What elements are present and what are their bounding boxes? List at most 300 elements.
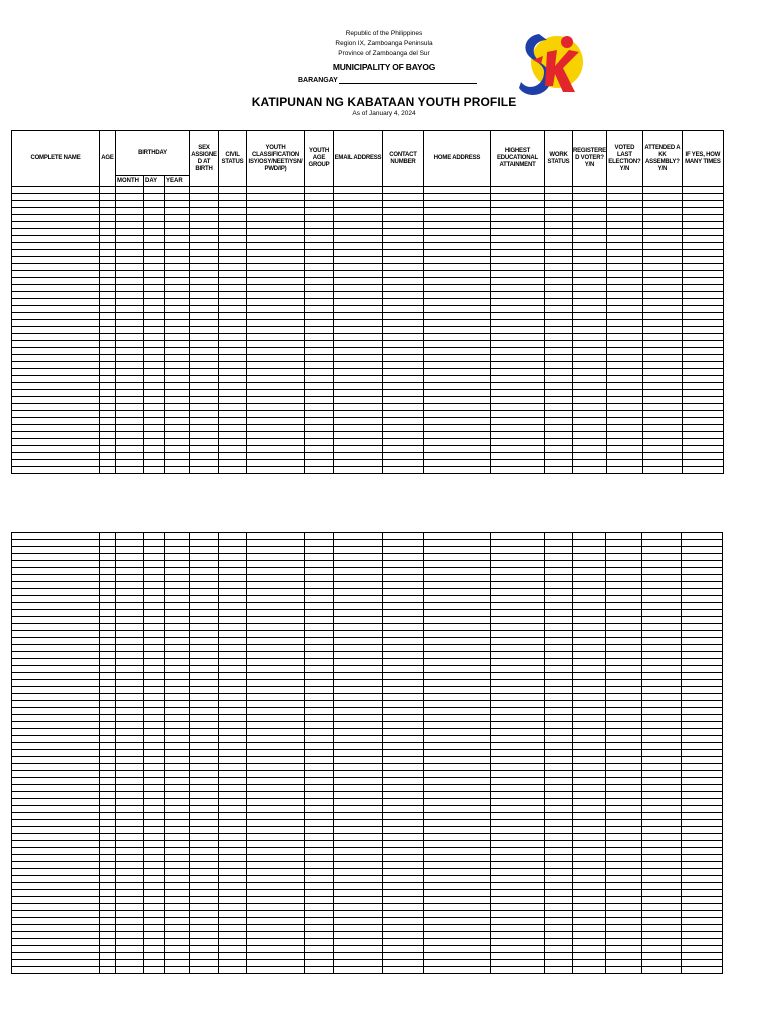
table-cell[interactable]	[545, 673, 573, 680]
table-cell[interactable]	[606, 617, 642, 624]
table-cell[interactable]	[12, 229, 100, 236]
table-cell[interactable]	[424, 208, 491, 215]
table-cell[interactable]	[165, 561, 190, 568]
table-cell[interactable]	[334, 785, 383, 792]
table-cell[interactable]	[383, 299, 424, 306]
table-cell[interactable]	[144, 876, 165, 883]
table-cell[interactable]	[383, 694, 424, 701]
table-cell[interactable]	[642, 313, 682, 320]
table-cell[interactable]	[247, 376, 305, 383]
table-cell[interactable]	[383, 610, 424, 617]
table-cell[interactable]	[190, 876, 219, 883]
table-cell[interactable]	[573, 467, 607, 474]
table-cell[interactable]	[165, 446, 190, 453]
table-cell[interactable]	[642, 673, 682, 680]
table-cell[interactable]	[383, 715, 424, 722]
table-cell[interactable]	[424, 848, 491, 855]
table-cell[interactable]	[682, 547, 723, 554]
table-cell[interactable]	[573, 631, 606, 638]
table-cell[interactable]	[100, 383, 116, 390]
table-cell[interactable]	[305, 939, 334, 946]
table-cell[interactable]	[334, 285, 383, 292]
table-cell[interactable]	[144, 383, 165, 390]
table-cell[interactable]	[334, 897, 383, 904]
table-cell[interactable]	[334, 687, 383, 694]
table-cell[interactable]	[144, 575, 165, 582]
table-cell[interactable]	[606, 631, 642, 638]
table-cell[interactable]	[144, 792, 165, 799]
table-cell[interactable]	[247, 883, 305, 890]
table-cell[interactable]	[247, 876, 305, 883]
table-cell[interactable]	[219, 582, 247, 589]
table-cell[interactable]	[305, 603, 334, 610]
table-cell[interactable]	[573, 624, 606, 631]
table-cell[interactable]	[116, 638, 144, 645]
table-cell[interactable]	[606, 638, 642, 645]
table-cell[interactable]	[682, 715, 723, 722]
table-cell[interactable]	[12, 575, 100, 582]
table-cell[interactable]	[383, 264, 424, 271]
table-cell[interactable]	[219, 201, 247, 208]
table-cell[interactable]	[682, 743, 723, 750]
table-cell[interactable]	[491, 771, 545, 778]
table-cell[interactable]	[383, 467, 424, 474]
table-cell[interactable]	[144, 673, 165, 680]
table-cell[interactable]	[424, 855, 491, 862]
table-cell[interactable]	[642, 596, 682, 603]
table-cell[interactable]	[424, 568, 491, 575]
table-cell[interactable]	[219, 439, 247, 446]
table-cell[interactable]	[383, 215, 424, 222]
table-cell[interactable]	[247, 320, 305, 327]
table-cell[interactable]	[116, 904, 144, 911]
table-cell[interactable]	[642, 708, 682, 715]
table-cell[interactable]	[305, 348, 334, 355]
table-cell[interactable]	[334, 264, 383, 271]
table-cell[interactable]	[100, 652, 116, 659]
table-cell[interactable]	[12, 582, 100, 589]
table-cell[interactable]	[12, 631, 100, 638]
table-cell[interactable]	[100, 820, 116, 827]
table-cell[interactable]	[144, 771, 165, 778]
table-cell[interactable]	[305, 292, 334, 299]
table-cell[interactable]	[383, 194, 424, 201]
table-cell[interactable]	[100, 236, 116, 243]
table-cell[interactable]	[247, 383, 305, 390]
table-cell[interactable]	[573, 967, 606, 974]
table-cell[interactable]	[144, 561, 165, 568]
table-cell[interactable]	[144, 292, 165, 299]
table-cell[interactable]	[116, 540, 144, 547]
table-cell[interactable]	[190, 722, 219, 729]
table-cell[interactable]	[573, 404, 607, 411]
table-cell[interactable]	[606, 467, 642, 474]
table-cell[interactable]	[165, 778, 190, 785]
table-cell[interactable]	[190, 390, 219, 397]
table-cell[interactable]	[642, 729, 682, 736]
table-cell[interactable]	[247, 911, 305, 918]
table-cell[interactable]	[219, 757, 247, 764]
table-cell[interactable]	[116, 673, 144, 680]
table-cell[interactable]	[12, 715, 100, 722]
table-cell[interactable]	[491, 540, 545, 547]
table-cell[interactable]	[165, 257, 190, 264]
table-cell[interactable]	[165, 425, 190, 432]
table-cell[interactable]	[190, 960, 219, 967]
table-cell[interactable]	[424, 320, 491, 327]
table-cell[interactable]	[165, 362, 190, 369]
table-cell[interactable]	[606, 827, 642, 834]
table-cell[interactable]	[247, 432, 305, 439]
table-cell[interactable]	[100, 554, 116, 561]
table-cell[interactable]	[642, 715, 682, 722]
table-cell[interactable]	[642, 355, 682, 362]
table-cell[interactable]	[247, 341, 305, 348]
table-cell[interactable]	[573, 355, 607, 362]
table-cell[interactable]	[247, 187, 305, 194]
table-cell[interactable]	[144, 257, 165, 264]
table-cell[interactable]	[219, 911, 247, 918]
table-cell[interactable]	[424, 960, 491, 967]
table-cell[interactable]	[424, 806, 491, 813]
table-cell[interactable]	[334, 390, 383, 397]
table-cell[interactable]	[100, 792, 116, 799]
table-cell[interactable]	[606, 890, 642, 897]
table-cell[interactable]	[642, 827, 682, 834]
table-cell[interactable]	[682, 306, 723, 313]
table-cell[interactable]	[682, 561, 723, 568]
table-cell[interactable]	[247, 932, 305, 939]
barangay-blank-line[interactable]	[339, 75, 477, 84]
table-cell[interactable]	[305, 229, 334, 236]
table-cell[interactable]	[219, 554, 247, 561]
table-cell[interactable]	[491, 687, 545, 694]
table-cell[interactable]	[165, 918, 190, 925]
table-cell[interactable]	[545, 327, 573, 334]
table-cell[interactable]	[491, 236, 545, 243]
table-cell[interactable]	[165, 701, 190, 708]
table-cell[interactable]	[247, 701, 305, 708]
table-cell[interactable]	[305, 257, 334, 264]
table-cell[interactable]	[190, 750, 219, 757]
table-cell[interactable]	[305, 453, 334, 460]
table-cell[interactable]	[545, 687, 573, 694]
table-cell[interactable]	[573, 397, 607, 404]
table-cell[interactable]	[642, 383, 682, 390]
table-cell[interactable]	[144, 327, 165, 334]
table-cell[interactable]	[545, 467, 573, 474]
table-cell[interactable]	[545, 771, 573, 778]
table-cell[interactable]	[573, 334, 607, 341]
table-cell[interactable]	[682, 687, 723, 694]
table-cell[interactable]	[642, 285, 682, 292]
table-cell[interactable]	[165, 813, 190, 820]
table-cell[interactable]	[573, 453, 607, 460]
table-cell[interactable]	[144, 271, 165, 278]
table-cell[interactable]	[606, 411, 642, 418]
table-cell[interactable]	[334, 271, 383, 278]
table-cell[interactable]	[606, 659, 642, 666]
table-cell[interactable]	[100, 645, 116, 652]
table-cell[interactable]	[491, 631, 545, 638]
table-cell[interactable]	[642, 750, 682, 757]
table-cell[interactable]	[144, 841, 165, 848]
table-cell[interactable]	[100, 201, 116, 208]
table-cell[interactable]	[334, 257, 383, 264]
table-cell[interactable]	[682, 869, 723, 876]
table-cell[interactable]	[606, 925, 642, 932]
table-cell[interactable]	[165, 299, 190, 306]
table-cell[interactable]	[424, 271, 491, 278]
table-cell[interactable]	[116, 610, 144, 617]
table-cell[interactable]	[334, 446, 383, 453]
table-cell[interactable]	[334, 299, 383, 306]
table-cell[interactable]	[682, 792, 723, 799]
table-cell[interactable]	[12, 201, 100, 208]
table-cell[interactable]	[606, 533, 642, 540]
table-cell[interactable]	[424, 701, 491, 708]
table-cell[interactable]	[305, 236, 334, 243]
table-cell[interactable]	[682, 236, 723, 243]
table-cell[interactable]	[573, 694, 606, 701]
table-cell[interactable]	[116, 680, 144, 687]
table-cell[interactable]	[545, 918, 573, 925]
table-cell[interactable]	[573, 855, 606, 862]
table-cell[interactable]	[144, 540, 165, 547]
table-cell[interactable]	[491, 596, 545, 603]
table-cell[interactable]	[573, 229, 607, 236]
table-cell[interactable]	[491, 334, 545, 341]
table-cell[interactable]	[165, 673, 190, 680]
table-cell[interactable]	[219, 792, 247, 799]
table-cell[interactable]	[116, 890, 144, 897]
table-cell[interactable]	[424, 715, 491, 722]
table-cell[interactable]	[305, 736, 334, 743]
table-cell[interactable]	[247, 757, 305, 764]
table-cell[interactable]	[305, 222, 334, 229]
table-cell[interactable]	[491, 680, 545, 687]
table-cell[interactable]	[12, 554, 100, 561]
table-cell[interactable]	[219, 568, 247, 575]
table-cell[interactable]	[424, 453, 491, 460]
table-cell[interactable]	[424, 250, 491, 257]
table-cell[interactable]	[247, 229, 305, 236]
table-cell[interactable]	[545, 292, 573, 299]
table-cell[interactable]	[219, 904, 247, 911]
table-cell[interactable]	[491, 215, 545, 222]
table-cell[interactable]	[116, 355, 144, 362]
table-cell[interactable]	[682, 631, 723, 638]
table-cell[interactable]	[12, 624, 100, 631]
table-cell[interactable]	[219, 834, 247, 841]
table-cell[interactable]	[116, 285, 144, 292]
table-cell[interactable]	[165, 638, 190, 645]
table-cell[interactable]	[247, 285, 305, 292]
table-cell[interactable]	[383, 778, 424, 785]
table-cell[interactable]	[190, 953, 219, 960]
table-cell[interactable]	[606, 341, 642, 348]
table-cell[interactable]	[305, 694, 334, 701]
table-cell[interactable]	[545, 876, 573, 883]
table-cell[interactable]	[573, 841, 606, 848]
table-cell[interactable]	[12, 694, 100, 701]
table-cell[interactable]	[545, 439, 573, 446]
table-cell[interactable]	[606, 757, 642, 764]
table-cell[interactable]	[424, 439, 491, 446]
table-cell[interactable]	[305, 439, 334, 446]
table-cell[interactable]	[100, 897, 116, 904]
table-cell[interactable]	[305, 554, 334, 561]
table-cell[interactable]	[682, 799, 723, 806]
table-cell[interactable]	[190, 694, 219, 701]
table-cell[interactable]	[247, 673, 305, 680]
table-cell[interactable]	[424, 827, 491, 834]
table-cell[interactable]	[334, 869, 383, 876]
table-cell[interactable]	[247, 271, 305, 278]
table-cell[interactable]	[116, 313, 144, 320]
table-cell[interactable]	[334, 341, 383, 348]
table-cell[interactable]	[247, 236, 305, 243]
table-cell[interactable]	[424, 743, 491, 750]
table-cell[interactable]	[642, 446, 682, 453]
table-cell[interactable]	[100, 432, 116, 439]
table-cell[interactable]	[491, 897, 545, 904]
table-cell[interactable]	[573, 561, 606, 568]
table-cell[interactable]	[334, 722, 383, 729]
table-cell[interactable]	[247, 834, 305, 841]
table-cell[interactable]	[100, 411, 116, 418]
table-cell[interactable]	[573, 617, 606, 624]
table-cell[interactable]	[334, 194, 383, 201]
table-cell[interactable]	[424, 666, 491, 673]
table-cell[interactable]	[190, 418, 219, 425]
table-cell[interactable]	[100, 285, 116, 292]
table-cell[interactable]	[642, 257, 682, 264]
table-cell[interactable]	[491, 855, 545, 862]
table-cell[interactable]	[144, 855, 165, 862]
table-cell[interactable]	[12, 638, 100, 645]
table-cell[interactable]	[116, 946, 144, 953]
table-cell[interactable]	[606, 722, 642, 729]
table-cell[interactable]	[682, 439, 723, 446]
table-cell[interactable]	[100, 694, 116, 701]
table-cell[interactable]	[424, 327, 491, 334]
table-cell[interactable]	[100, 806, 116, 813]
table-cell[interactable]	[545, 939, 573, 946]
table-cell[interactable]	[491, 250, 545, 257]
table-cell[interactable]	[247, 568, 305, 575]
table-cell[interactable]	[190, 820, 219, 827]
table-cell[interactable]	[100, 313, 116, 320]
table-cell[interactable]	[305, 701, 334, 708]
table-cell[interactable]	[144, 299, 165, 306]
table-cell[interactable]	[334, 554, 383, 561]
table-cell[interactable]	[334, 953, 383, 960]
table-cell[interactable]	[219, 848, 247, 855]
table-cell[interactable]	[219, 743, 247, 750]
table-cell[interactable]	[383, 446, 424, 453]
table-cell[interactable]	[682, 568, 723, 575]
table-cell[interactable]	[219, 841, 247, 848]
table-cell[interactable]	[573, 897, 606, 904]
table-cell[interactable]	[219, 194, 247, 201]
table-cell[interactable]	[573, 533, 606, 540]
table-cell[interactable]	[100, 687, 116, 694]
table-cell[interactable]	[491, 208, 545, 215]
table-cell[interactable]	[100, 624, 116, 631]
table-cell[interactable]	[12, 666, 100, 673]
table-cell[interactable]	[334, 743, 383, 750]
table-cell[interactable]	[545, 369, 573, 376]
table-cell[interactable]	[190, 757, 219, 764]
table-cell[interactable]	[305, 645, 334, 652]
table-cell[interactable]	[305, 411, 334, 418]
table-cell[interactable]	[144, 362, 165, 369]
table-cell[interactable]	[682, 404, 723, 411]
table-cell[interactable]	[682, 187, 723, 194]
table-cell[interactable]	[682, 271, 723, 278]
table-cell[interactable]	[165, 285, 190, 292]
table-cell[interactable]	[682, 862, 723, 869]
table-cell[interactable]	[144, 547, 165, 554]
table-cell[interactable]	[116, 533, 144, 540]
table-cell[interactable]	[12, 757, 100, 764]
table-cell[interactable]	[190, 313, 219, 320]
table-cell[interactable]	[545, 355, 573, 362]
table-cell[interactable]	[190, 348, 219, 355]
table-cell[interactable]	[190, 561, 219, 568]
table-cell[interactable]	[247, 743, 305, 750]
table-cell[interactable]	[491, 257, 545, 264]
table-cell[interactable]	[305, 778, 334, 785]
table-cell[interactable]	[606, 743, 642, 750]
table-cell[interactable]	[491, 453, 545, 460]
table-cell[interactable]	[190, 869, 219, 876]
table-cell[interactable]	[491, 439, 545, 446]
table-cell[interactable]	[247, 547, 305, 554]
table-cell[interactable]	[334, 778, 383, 785]
table-cell[interactable]	[334, 841, 383, 848]
table-cell[interactable]	[606, 215, 642, 222]
table-cell[interactable]	[573, 743, 606, 750]
table-cell[interactable]	[116, 876, 144, 883]
table-cell[interactable]	[642, 841, 682, 848]
table-cell[interactable]	[383, 834, 424, 841]
table-cell[interactable]	[424, 624, 491, 631]
table-cell[interactable]	[642, 334, 682, 341]
table-cell[interactable]	[190, 603, 219, 610]
table-cell[interactable]	[383, 925, 424, 932]
table-cell[interactable]	[165, 306, 190, 313]
table-cell[interactable]	[383, 222, 424, 229]
table-cell[interactable]	[165, 694, 190, 701]
table-cell[interactable]	[165, 411, 190, 418]
table-cell[interactable]	[100, 967, 116, 974]
table-cell[interactable]	[642, 432, 682, 439]
table-cell[interactable]	[190, 582, 219, 589]
table-cell[interactable]	[219, 229, 247, 236]
table-cell[interactable]	[190, 925, 219, 932]
table-cell[interactable]	[144, 243, 165, 250]
table-cell[interactable]	[190, 890, 219, 897]
table-cell[interactable]	[606, 855, 642, 862]
table-cell[interactable]	[682, 460, 723, 467]
table-cell[interactable]	[100, 540, 116, 547]
table-cell[interactable]	[190, 460, 219, 467]
table-cell[interactable]	[491, 715, 545, 722]
table-cell[interactable]	[100, 425, 116, 432]
table-cell[interactable]	[219, 673, 247, 680]
